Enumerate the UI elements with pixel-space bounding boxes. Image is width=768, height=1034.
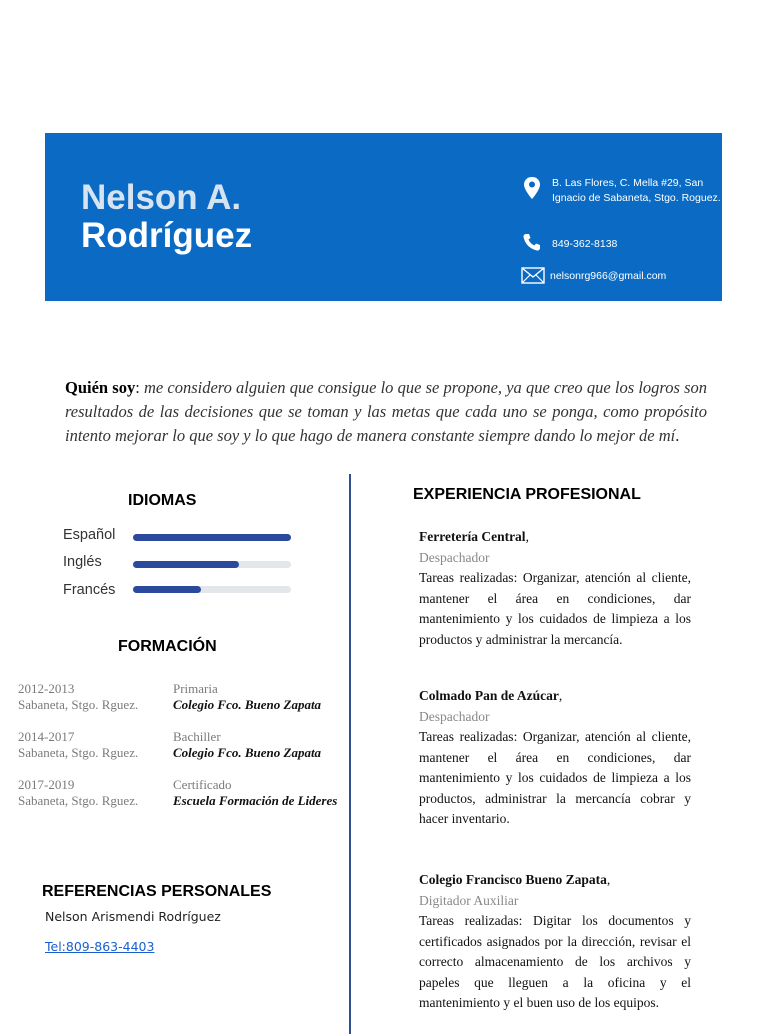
address-text: B. Las Flores, C. Mella #29, San Ignacio de Sabaneta, Stgo. Roguez. <box>552 177 721 204</box>
about-paragraph <box>65 376 707 448</box>
about-end: . <box>675 426 680 445</box>
job-description: Tareas realizadas: Organizar, atención al cliente, mantener el área en condiciones, dar mantenimiento y los cuidados de limpieza a los productos, administrar la mercancía cobrar y hacer inventario. <box>419 729 691 826</box>
about-separator: : <box>135 378 144 397</box>
job-entry <box>419 870 691 1014</box>
education-detail <box>173 729 321 761</box>
job-entry <box>419 527 691 650</box>
education-dates <box>18 729 138 761</box>
about-text: me considero alguien que consigue lo que se propone, ya que creo que los logros son resultados de las decisiones que se toman y las metas que cada uno se ponga, como propósito intento mejorar lo que soy y lo que hago de manera constante siempre dando lo mejor de mí <box>65 378 707 445</box>
education-detail <box>173 777 337 809</box>
experience-title: EXPERIENCIA PROFESIONAL <box>413 486 641 503</box>
job-company: Ferretería Central <box>419 529 526 544</box>
contact-phone <box>521 232 617 254</box>
job-comma: , <box>558 688 563 703</box>
education-school: Colegio Fco. Bueno Zapata <box>173 697 322 712</box>
language-name: Francés <box>63 582 116 598</box>
first-name: Nelson A. <box>81 178 242 217</box>
email-text: nelsonrg966@gmail.com <box>550 270 667 282</box>
language-bar <box>133 586 291 593</box>
education-title: FORMACIÓN <box>118 638 217 655</box>
job-description: Tareas realizadas: Organizar, atención al cliente, mantener el área en condiciones, dar mantenimiento y los cuidados de limpieza a los productos y administrar la mercancía. <box>419 570 691 647</box>
phone-icon <box>521 232 543 254</box>
education-place: Sabaneta, Stgo. Rguez. <box>18 745 139 760</box>
full-name <box>81 179 252 255</box>
language-bar <box>133 561 291 568</box>
references-title: REFERENCIAS PERSONALES <box>42 883 272 900</box>
phone-text: 849-362-8138 <box>552 238 618 250</box>
education-dates <box>18 777 138 809</box>
last-name: Rodríguez <box>81 216 253 255</box>
header-banner <box>45 133 722 301</box>
education-level: Bachiller <box>173 729 221 744</box>
location-pin-icon <box>521 176 543 198</box>
envelope-icon <box>521 265 543 287</box>
language-bar <box>133 534 291 541</box>
job-role: Despachador <box>419 549 490 565</box>
language-bar-fill <box>133 561 239 568</box>
education-years: 2012-2013 <box>18 681 75 696</box>
job-comma: , <box>606 872 611 887</box>
education-dates <box>18 681 138 713</box>
education-years: 2014-2017 <box>18 729 75 744</box>
education-place: Sabaneta, Stgo. Rguez. <box>18 793 139 808</box>
job-company: Colegio Francisco Bueno Zapata <box>419 872 607 887</box>
language-bar-fill <box>133 586 201 593</box>
reference-name: Nelson Arismendi Rodríguez <box>45 909 221 924</box>
education-level: Certificado <box>173 777 232 792</box>
about-label: Quién soy <box>65 378 136 397</box>
language-name: Inglés <box>63 554 102 570</box>
languages-title: IDIOMAS <box>128 492 197 509</box>
job-role: Despachador <box>419 708 490 724</box>
contact-address <box>521 176 721 206</box>
education-years: 2017-2019 <box>18 777 75 792</box>
contact-email <box>521 265 666 287</box>
education-detail <box>173 681 321 713</box>
column-divider <box>349 474 351 1034</box>
reference-phone-link[interactable]: Tel:809-863-4403 <box>45 939 155 954</box>
language-bar-fill <box>133 534 291 541</box>
job-entry <box>419 686 691 830</box>
job-role: Digitador Auxiliar <box>419 892 519 908</box>
job-company: Colmado Pan de Azúcar <box>419 688 559 703</box>
job-comma: , <box>525 529 529 544</box>
job-description: Tareas realizadas: Digitar los documentos y certificados asignados por la dirección, revisar el correcto almacenamiento de los archivos y papeles que lleguen a la oficina y el mantenimiento y el buen uso de los equipos. <box>419 913 691 1010</box>
education-school: Escuela Formación de Lideres <box>173 793 338 808</box>
education-place: Sabaneta, Stgo. Rguez. <box>18 697 139 712</box>
language-name: Español <box>63 527 116 543</box>
education-level: Primaria <box>173 681 218 696</box>
education-school: Colegio Fco. Bueno Zapata <box>173 745 322 760</box>
